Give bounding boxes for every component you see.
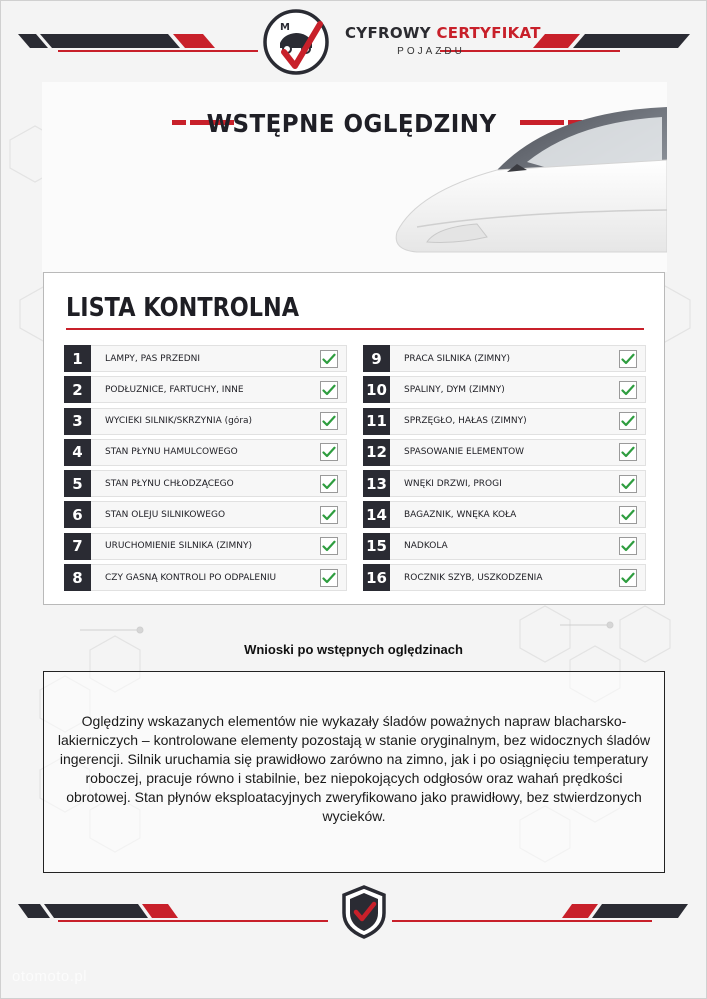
svg-text:M: M	[280, 22, 290, 33]
checklist-item	[64, 439, 347, 466]
checklist-item-label: NADKOLA	[404, 541, 448, 552]
footer-stripes-left	[18, 900, 338, 930]
checkbox[interactable]	[619, 381, 637, 399]
checkmark-icon	[322, 446, 336, 458]
checkbox[interactable]	[619, 350, 637, 368]
checklist-item-label: STAN PŁYNU HAMULCOWEGO	[105, 447, 238, 458]
checklist-item	[363, 470, 646, 497]
brand-word-1: CYFROWY	[345, 24, 431, 42]
checkmark-icon	[322, 509, 336, 521]
checklist-item	[363, 533, 646, 560]
checklist-item	[363, 376, 646, 403]
checklist-item-number: 7	[64, 533, 91, 560]
car-front-image	[377, 92, 667, 262]
checkbox[interactable]	[320, 569, 338, 587]
checkbox[interactable]	[619, 569, 637, 587]
checklist-item-label: PRACA SILNIKA (ZIMNY)	[404, 353, 510, 364]
brand-title	[345, 24, 541, 42]
conclusions-box	[43, 671, 665, 873]
checklist-column-right	[363, 345, 646, 595]
checklist-item	[64, 376, 347, 403]
checklist-item-number: 6	[64, 501, 91, 528]
checkmark-icon	[322, 478, 336, 490]
checklist-item-number: 14	[363, 501, 390, 528]
checklist-item	[363, 408, 646, 435]
checkmark-icon	[621, 572, 635, 584]
checklist-item	[64, 408, 347, 435]
checklist-item-number: 4	[64, 439, 91, 466]
checklist-item	[64, 470, 347, 497]
checkmark-icon	[322, 415, 336, 427]
checklist-item-number: 16	[363, 564, 390, 591]
checkbox[interactable]	[320, 537, 338, 555]
checklist-item-label: SPASOWANIE ELEMENTÓW	[404, 447, 525, 458]
footer-stripes-right	[392, 900, 692, 930]
title-dash-left	[172, 120, 184, 126]
checkmark-icon	[322, 572, 336, 584]
checklist-item-number: 5	[64, 470, 91, 497]
checkbox[interactable]	[619, 443, 637, 461]
checkmark-icon	[621, 478, 635, 490]
checkmark-icon	[621, 540, 635, 552]
checklist-item-label: BAGAŻNIK, WNĘKA KOŁA	[404, 509, 517, 520]
checkmark-icon	[621, 384, 635, 396]
checklist-item-label: LAMPY, PAS PRZEDNI	[105, 353, 201, 364]
checkmark-icon	[621, 509, 635, 521]
conclusions-title: Wnioski po wstępnych oględzinach	[244, 642, 463, 657]
checklist-item-number: 13	[363, 470, 390, 497]
checkbox[interactable]	[619, 412, 637, 430]
shield-check-icon	[340, 885, 388, 939]
checklist-item-label: SPALINY, DYM (ZIMNY)	[404, 384, 505, 395]
checklist-item-number: 9	[363, 345, 390, 372]
checkbox[interactable]	[320, 412, 338, 430]
checkmark-icon	[322, 540, 336, 552]
checklist-item	[363, 564, 646, 591]
checklist-title-rule	[66, 328, 644, 330]
checklist-item-label: PODŁUŻNICE, FARTUCHY, INNE	[105, 384, 244, 395]
checklist-item-number: 11	[363, 408, 390, 435]
checkmark-icon	[322, 353, 336, 365]
checklist-title: LISTA KONTROLNA	[66, 293, 300, 323]
checkbox[interactable]	[320, 475, 338, 493]
checklist-item	[64, 345, 347, 372]
checklist-item-number: 3	[64, 408, 91, 435]
hero-banner	[42, 82, 667, 272]
checklist-item	[363, 439, 646, 466]
brand-word-2: CERTYFIKAT	[436, 24, 541, 42]
checkbox[interactable]	[320, 443, 338, 461]
checklist-item-number: 1	[64, 345, 91, 372]
conclusions-text: Oględziny wskazanych elementów nie wykazały śladów poważnych napraw blacharsko-lakierniczych – kontrolowane elementy pozostają w stanie oryginalnym, bez widocznych śladów ingerencji. Silnik uruchamia się prawidłowo zarówno na zimno, jak i po osiągnięciu temperatury roboczej, pracuje równo i stabilnie, bez niepokojących odgłosów oraz wahań prędkości obrotowej. Stan płynów eksploatacyjnych zweryfikowano jako prawidłowy, bez stwierdzonych wycieków.	[57, 713, 651, 824]
checkmark-icon	[322, 384, 336, 396]
checklist-item-label: ROCZNIK SZYB, USZKODZENIA	[404, 572, 543, 583]
checklist-item	[64, 501, 347, 528]
checklist-item-label: WYCIEKI SILNIK/SKRZYNIA (góra)	[105, 416, 253, 427]
checklist-item-label: STAN OLEJU SILNIKOWEGO	[105, 509, 226, 520]
checklist-item-label: SPRZĘGŁO, HAŁAS (ZIMNY)	[404, 416, 527, 427]
checklist-item	[64, 533, 347, 560]
checkmark-icon	[621, 353, 635, 365]
checkmark-icon	[621, 446, 635, 458]
checkbox[interactable]	[320, 350, 338, 368]
checklist-item	[363, 345, 646, 372]
checkbox[interactable]	[619, 537, 637, 555]
header-stripes-left	[18, 28, 263, 58]
checklist-item-label: STAN PŁYNU CHŁODZĄCEGO	[105, 478, 234, 489]
checkbox[interactable]	[619, 506, 637, 524]
checklist-item-number: 15	[363, 533, 390, 560]
page-title: WSTĘPNE OGLĘDZINY	[206, 108, 497, 138]
header	[0, 0, 707, 80]
checklist-item	[64, 564, 347, 591]
footer	[0, 880, 707, 999]
checklist-item-number: 10	[363, 376, 390, 403]
checklist-column-left	[64, 345, 347, 595]
checkbox[interactable]	[619, 475, 637, 493]
watermark: otomoto.pl	[12, 968, 88, 985]
checklist-item	[363, 501, 646, 528]
brand-subtitle: POJAZDU	[397, 46, 465, 57]
checklist-item-label: CZY GASNĄ KONTROLI PO ODPALENIU	[105, 572, 277, 583]
checkbox[interactable]	[320, 506, 338, 524]
checklist-item-number: 8	[64, 564, 91, 591]
checklist-item-label: URUCHOMIENIE SILNIKA (ZIMNY)	[105, 541, 252, 552]
checklist-item-label: WNĘKI DRZWI, PROGI	[404, 478, 502, 489]
checkmark-icon	[621, 415, 635, 427]
checklist-panel	[43, 272, 665, 605]
checklist-item-number: 2	[64, 376, 91, 403]
shield-car-check-icon	[262, 8, 330, 76]
checkbox[interactable]	[320, 381, 338, 399]
checklist-item-number: 12	[363, 439, 390, 466]
